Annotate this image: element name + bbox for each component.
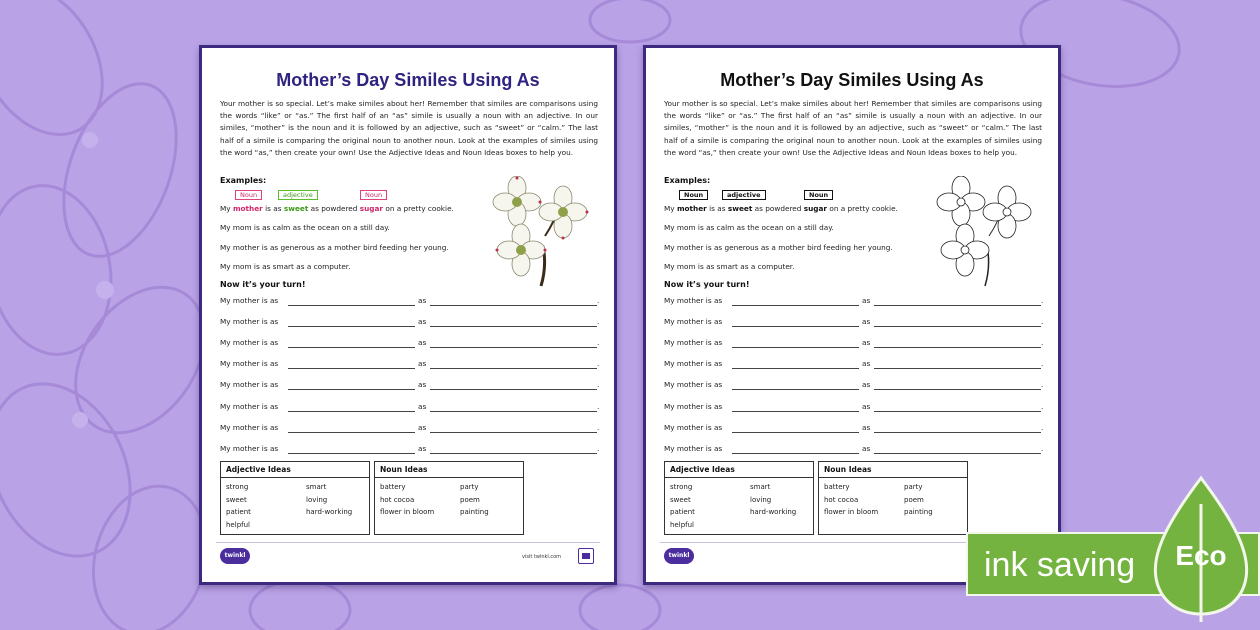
- visit-link-text: visit twinkl.com: [522, 554, 562, 560]
- noun-idea: painting: [904, 508, 933, 516]
- twinkl-logo: twinkl: [220, 548, 250, 564]
- twinkl-logo: twinkl: [664, 548, 694, 564]
- examples-heading: Examples:: [220, 176, 267, 185]
- noun-tag: Noun: [235, 190, 262, 200]
- noun-idea: painting: [460, 508, 489, 516]
- adjective-idea: hard-working: [750, 508, 797, 516]
- noun-tag: Noun: [804, 190, 833, 200]
- noun-ideas-heading: Noun Ideas: [375, 462, 523, 478]
- noun-idea: poem: [460, 495, 480, 504]
- noun-idea: battery: [824, 483, 850, 491]
- adjective-idea: patient: [670, 508, 695, 516]
- example-sentence-1: My mother is as sweet as powdered sugar on a pretty cookie.: [664, 204, 898, 213]
- intro-paragraph: Your mother is so special. Let’s make similes about her! Remember that similes are comparisons using the words “like” or “as.” The first half of an “as” simile is usually a noun with an adjective. In our similes, “mother” is the noun and it is followed by an adjective, such as “sweet” or “calm.” The last half of a simile is comparing the original noun to another noun. Look at the examples of similes using the word “as,” then create your own! Use the Adjective Ideas and Noun Ideas boxes to help you.: [664, 99, 1042, 157]
- worksheet-title: Mother’s Day Similes Using As: [276, 70, 540, 90]
- adjective-ideas-heading: Adjective Ideas: [221, 462, 369, 478]
- noun-idea: hot cocoa: [824, 495, 859, 504]
- simile-writing-line[interactable]: My mother is as as .: [220, 359, 600, 368]
- simile-writing-line[interactable]: My mother is as as .: [220, 338, 600, 347]
- noun-ideas-box: [818, 461, 968, 535]
- simile-writing-line[interactable]: My mother is as as .: [220, 402, 600, 411]
- adjective-idea: smart: [306, 483, 327, 491]
- simile-writing-line[interactable]: My mother is as as .: [220, 380, 600, 389]
- adjective-ideas-box: [664, 461, 814, 535]
- adjective-idea: patient: [226, 508, 251, 516]
- examples-heading: Examples:: [664, 176, 711, 185]
- noun-ideas-box: [374, 461, 524, 535]
- simile-writing-line[interactable]: My mother is as as .: [664, 359, 1044, 368]
- ink-saving-label: ink saving: [984, 546, 1136, 584]
- adjective-idea: loving: [750, 495, 772, 504]
- worksheet-ink-saving: [643, 45, 1061, 585]
- simile-writing-line[interactable]: My mother is as as .: [220, 423, 600, 432]
- example-sentence-3: My mother is as generous as a mother bird feeding her young.: [220, 243, 449, 252]
- adjective-tag: adjective: [278, 190, 318, 200]
- noun-idea: battery: [380, 483, 406, 491]
- adjective-idea: sweet: [226, 495, 247, 504]
- example-sentence-2: My mom is as calm as the ocean on a still day.: [220, 223, 390, 232]
- page-badge-icon: [578, 548, 594, 564]
- adjective-idea: loving: [306, 495, 328, 504]
- dogwood-flower-illustration: [485, 176, 595, 288]
- adjective-idea: helpful: [226, 520, 250, 529]
- simile-writing-line[interactable]: My mother is as as .: [220, 444, 600, 453]
- example-sentence-3: My mother is as generous as a mother bird feeding her young.: [664, 243, 893, 252]
- simile-writing-line[interactable]: My mother is as as .: [664, 317, 1044, 326]
- adjective-idea: smart: [750, 483, 771, 491]
- noun-idea: flower in bloom: [824, 508, 879, 516]
- adjective-idea: helpful: [670, 520, 694, 529]
- noun-idea: poem: [904, 495, 924, 504]
- your-turn-heading: Now it’s your turn!: [664, 280, 750, 289]
- adjective-ideas-box: [220, 461, 370, 535]
- noun-tag: Noun: [679, 190, 708, 200]
- simile-writing-line[interactable]: My mother is as as .: [664, 296, 1044, 305]
- simile-writing-line[interactable]: My mother is as as .: [664, 380, 1044, 389]
- example-sentence-4: My mom is as smart as a computer.: [220, 262, 351, 271]
- noun-tag: Noun: [360, 190, 387, 200]
- intro-paragraph: Your mother is so special. Let’s make similes about her! Remember that similes are comparisons using the words “like” or “as.” The first half of an “as” simile is usually a noun with an adjective. In our similes, “mother” is the noun and it is followed by an adjective, such as “sweet” or “calm.” The last half of a simile is comparing the original noun to another noun. Look at the examples of similes using the word “as,” then create your own! Use the Adjective Ideas and Noun Ideas boxes to help you.: [220, 99, 598, 157]
- adjective-tag: adjective: [722, 190, 766, 200]
- dogwood-flower-outline-illustration: [929, 176, 1039, 288]
- your-turn-heading: Now it’s your turn!: [220, 280, 306, 289]
- noun-idea: party: [460, 483, 479, 491]
- adjective-idea: sweet: [670, 495, 691, 504]
- footer-divider: [216, 542, 600, 543]
- simile-writing-line[interactable]: My mother is as as .: [220, 296, 600, 305]
- example-sentence-2: My mom is as calm as the ocean on a still day.: [664, 223, 834, 232]
- simile-writing-line[interactable]: My mother is as as .: [664, 444, 1044, 453]
- simile-writing-line[interactable]: My mother is as as .: [664, 423, 1044, 432]
- noun-idea: flower in bloom: [380, 508, 435, 516]
- worksheet-title: Mother’s Day Similes Using As: [720, 70, 984, 90]
- adjective-idea: strong: [226, 483, 249, 491]
- eco-badge-label: Eco: [1175, 540, 1227, 571]
- simile-writing-line[interactable]: My mother is as as .: [664, 338, 1044, 347]
- worksheet-color: [199, 45, 617, 585]
- noun-idea: hot cocoa: [380, 495, 415, 504]
- example-sentence-4: My mom is as smart as a computer.: [664, 262, 795, 271]
- simile-writing-line[interactable]: My mother is as as .: [220, 317, 600, 326]
- adjective-ideas-heading: Adjective Ideas: [665, 462, 813, 478]
- example-sentence-1: My mother is as sweet as powdered sugar on a pretty cookie.: [220, 204, 454, 213]
- noun-idea: party: [904, 483, 923, 491]
- noun-ideas-heading: Noun Ideas: [819, 462, 967, 478]
- simile-writing-line[interactable]: My mother is as as .: [664, 402, 1044, 411]
- adjective-idea: hard-working: [306, 508, 353, 516]
- adjective-idea: strong: [670, 483, 693, 491]
